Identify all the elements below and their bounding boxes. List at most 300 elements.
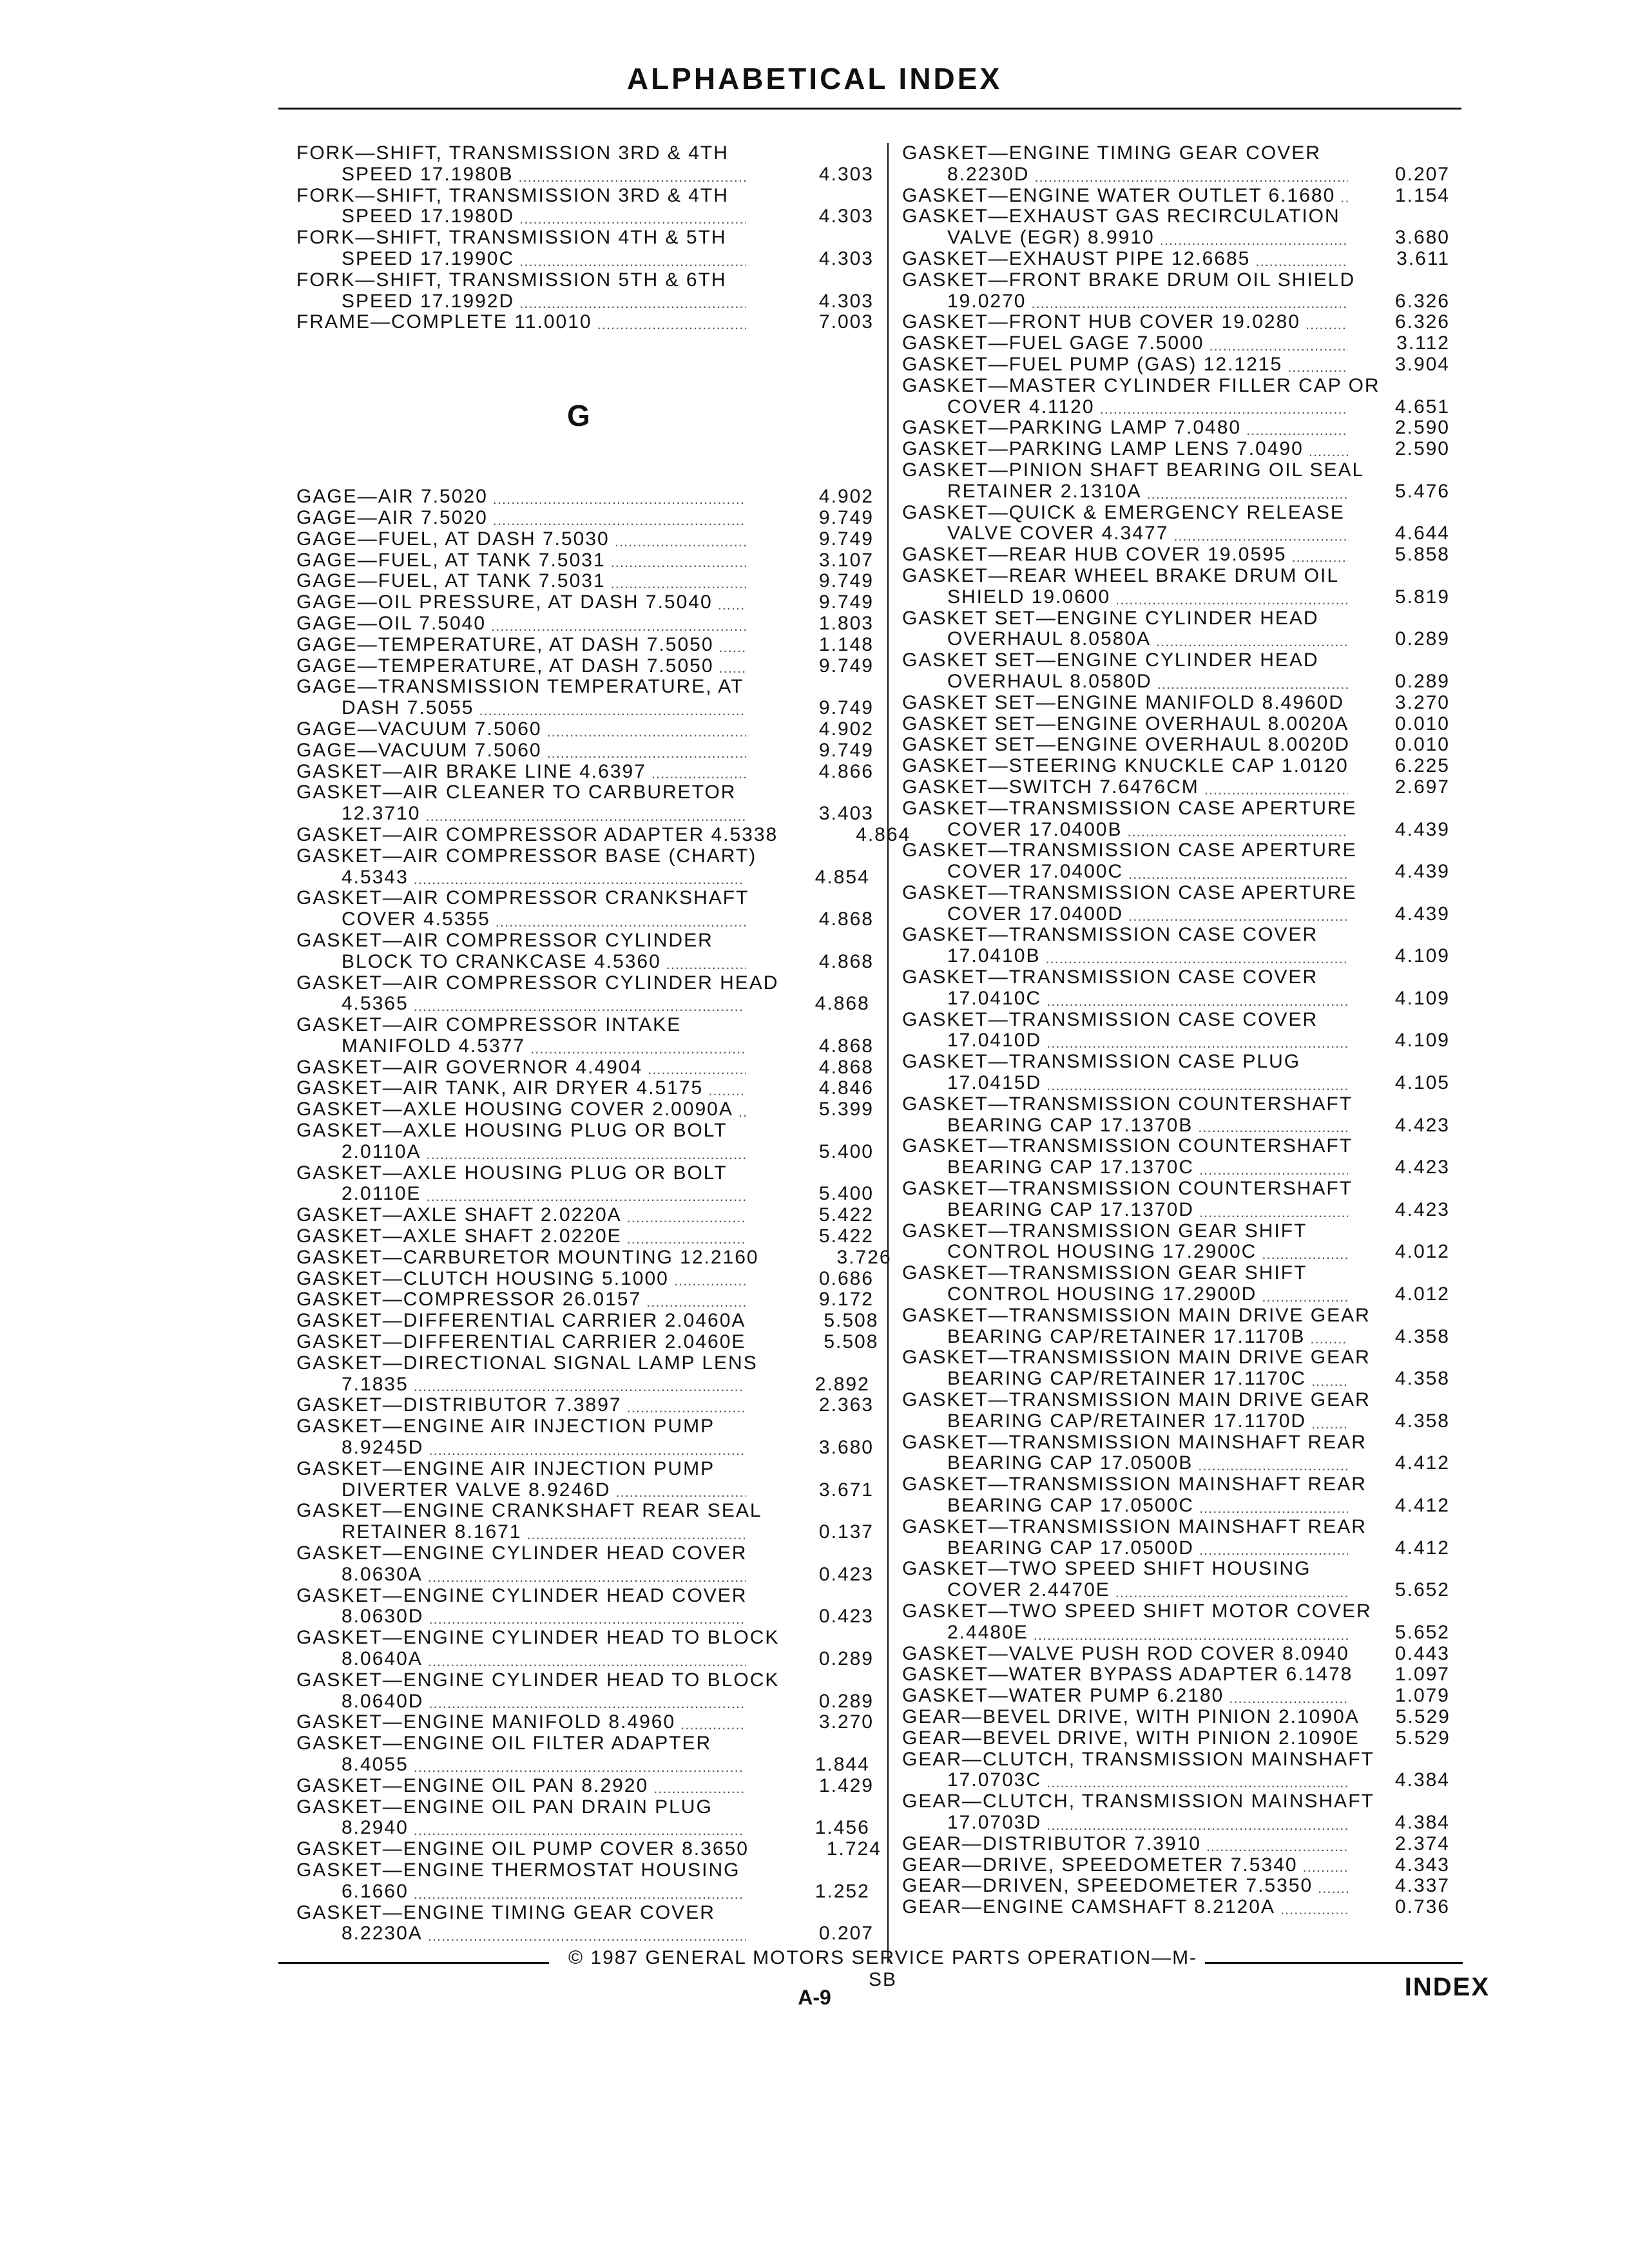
entry-continuation-line bbox=[296, 1142, 874, 1163]
entry-line bbox=[902, 354, 1450, 376]
entry-continuation-line bbox=[296, 994, 874, 1015]
dot-leader bbox=[648, 1061, 746, 1078]
entry-continuation-line bbox=[296, 952, 874, 973]
index-entry bbox=[902, 1263, 1450, 1305]
entry-text: GASKET—COMPRESSOR 26.0157 bbox=[296, 1289, 642, 1311]
entry-text: BEARING CAP 17.1370B bbox=[947, 1114, 1193, 1136]
entry-page-ref: 3.904 bbox=[1394, 353, 1450, 375]
entry-page-ref: 4.109 bbox=[1394, 987, 1450, 1009]
entry-page-ref: 2.590 bbox=[1394, 417, 1450, 439]
entry-line bbox=[296, 1733, 874, 1754]
entry-page-ref: 1.456 bbox=[815, 1817, 870, 1839]
entry-page-ref: 0.207 bbox=[818, 1923, 874, 1945]
entry-text: MANIFOLD 4.5377 bbox=[342, 1035, 526, 1057]
entry-continuation-line bbox=[296, 1606, 874, 1628]
index-entry bbox=[902, 1390, 1450, 1432]
entry-text: COVER 4.1120 bbox=[947, 396, 1095, 418]
entry-text: GASKET SET—ENGINE CYLINDER HEAD bbox=[902, 649, 1319, 671]
entry-text: GASKET—REAR WHEEL BRAKE DRUM OIL bbox=[902, 564, 1340, 586]
dot-leader bbox=[1262, 1246, 1348, 1263]
index-entry bbox=[902, 1052, 1450, 1094]
entry-text: GAGE—FUEL, AT DASH 7.5030 bbox=[296, 528, 610, 550]
entry-text: GAGE—TEMPERATURE, AT DASH 7.5050 bbox=[296, 655, 714, 677]
entry-page-ref: 0.423 bbox=[818, 1563, 874, 1585]
index-entry bbox=[902, 1644, 1450, 1665]
entry-line bbox=[902, 756, 1450, 777]
index-entry bbox=[296, 1246, 892, 1269]
entry-page-ref: 9.749 bbox=[818, 570, 874, 592]
entry-page-ref: 5.508 bbox=[824, 1310, 879, 1332]
index-list-left-bottom bbox=[296, 486, 911, 1945]
entry-text: GASKET—FRONT BRAKE DRUM OIL SHIELD bbox=[902, 269, 1356, 291]
index-entry bbox=[296, 1289, 874, 1311]
entry-text: GASKET—TRANSMISSION MAIN DRIVE GEAR bbox=[902, 1389, 1371, 1411]
entry-text: GASKET—SWITCH 7.6476CM bbox=[902, 776, 1199, 798]
entry-line bbox=[902, 206, 1450, 227]
entry-page-ref: 4.868 bbox=[818, 1056, 874, 1078]
index-entry bbox=[902, 650, 1450, 693]
dot-leader bbox=[493, 491, 746, 508]
entry-continuation-line bbox=[902, 1770, 1450, 1791]
title-rule bbox=[278, 108, 1461, 110]
entry-text: SHIELD 19.0600 bbox=[947, 586, 1111, 608]
entry-line bbox=[296, 227, 874, 249]
dot-leader bbox=[1128, 908, 1348, 925]
entry-continuation-line bbox=[902, 291, 1450, 312]
dot-leader bbox=[1128, 866, 1348, 883]
dot-leader bbox=[491, 618, 746, 635]
index-entry bbox=[296, 1416, 874, 1459]
entry-text: GAGE—VACUUM 7.5060 bbox=[296, 718, 542, 740]
index-entry bbox=[296, 635, 874, 656]
entry-page-ref: 4.902 bbox=[818, 486, 874, 508]
entry-line bbox=[296, 270, 874, 291]
entry-text: GASKET—AXLE HOUSING PLUG OR BOLT bbox=[296, 1120, 728, 1142]
index-entry bbox=[902, 270, 1450, 312]
index-entry bbox=[902, 925, 1450, 967]
index-entry bbox=[296, 1163, 874, 1206]
entry-page-ref: 9.749 bbox=[818, 739, 874, 761]
entry-page-ref: 2.590 bbox=[1394, 438, 1450, 460]
entry-line bbox=[902, 1136, 1450, 1157]
entry-page-ref: 5.422 bbox=[818, 1204, 874, 1226]
entry-page-ref: 4.423 bbox=[1394, 1157, 1450, 1178]
entry-continuation-line bbox=[902, 1580, 1450, 1601]
entry-text: DASH 7.5055 bbox=[342, 697, 474, 719]
section-letter-heading: G bbox=[567, 399, 590, 433]
dot-leader bbox=[1046, 1817, 1348, 1834]
dot-leader bbox=[414, 871, 742, 888]
entry-text: GASKET—ENGINE OIL FILTER ADAPTER bbox=[296, 1733, 712, 1754]
entry-page-ref: 4.412 bbox=[1394, 1452, 1450, 1474]
entry-text: 2.4480E bbox=[947, 1621, 1028, 1643]
index-entry bbox=[296, 1057, 874, 1079]
entry-page-ref: 3.611 bbox=[1396, 247, 1450, 269]
entry-text: GASKET—REAR HUB COVER 19.0595 bbox=[902, 544, 1287, 566]
entry-page-ref: 0.443 bbox=[1394, 1642, 1450, 1664]
entry-text: BLOCK TO CRANKCASE 4.5360 bbox=[342, 950, 661, 972]
entry-continuation-line bbox=[296, 1881, 874, 1903]
entry-text: GASKET—AIR COMPRESSOR CYLINDER HEAD bbox=[296, 972, 779, 994]
dot-leader bbox=[428, 1653, 746, 1670]
entry-text: GASKET—ENGINE TIMING GEAR COVER bbox=[296, 1901, 715, 1923]
dot-leader bbox=[530, 1041, 746, 1057]
entry-text: GASKET—PARKING LAMP 7.0480 bbox=[902, 417, 1242, 439]
dot-leader bbox=[1156, 633, 1348, 650]
entry-text: GASKET—WATER PUMP 6.2180 bbox=[902, 1685, 1224, 1707]
entry-line bbox=[296, 1860, 874, 1881]
index-entry bbox=[296, 823, 911, 846]
entry-continuation-line bbox=[296, 1818, 874, 1839]
entry-text: GASKET—ENGINE CRANKSHAFT REAR SEAL bbox=[296, 1500, 762, 1522]
index-entry bbox=[902, 1876, 1450, 1897]
entry-text: GASKET—AIR BRAKE LINE 4.6397 bbox=[296, 760, 646, 782]
entry-continuation-line bbox=[902, 861, 1450, 883]
entry-line bbox=[296, 1586, 874, 1607]
entry-text: 19.0270 bbox=[947, 290, 1027, 312]
entry-page-ref: 4.012 bbox=[1394, 1241, 1450, 1263]
entry-line bbox=[296, 1310, 879, 1332]
entry-text: GASKET—ENGINE THERMOSTAT HOUSING bbox=[296, 1859, 740, 1881]
index-entry bbox=[296, 270, 874, 312]
entry-text: 17.0703D bbox=[947, 1811, 1042, 1833]
entry-page-ref: 9.749 bbox=[818, 528, 874, 550]
entry-text: GASKET—ENGINE OIL PAN DRAIN PLUG bbox=[296, 1796, 713, 1818]
entry-page-ref: 6.326 bbox=[1394, 290, 1450, 312]
index-entry bbox=[296, 227, 874, 270]
index-entry bbox=[902, 439, 1450, 460]
entry-line bbox=[902, 1305, 1450, 1327]
entry-text: GASKET—FUEL PUMP (GAS) 12.1215 bbox=[902, 353, 1283, 375]
entry-text: 8.0640D bbox=[342, 1690, 424, 1712]
entry-text: GASKET—FRONT HUB COVER 19.0280 bbox=[902, 311, 1300, 333]
entry-continuation-line bbox=[296, 1437, 874, 1459]
entry-page-ref: 9.749 bbox=[818, 506, 874, 528]
entry-page-ref: 2.363 bbox=[818, 1394, 874, 1416]
index-entry bbox=[902, 1517, 1450, 1559]
entry-text: SPEED 17.1980D bbox=[342, 206, 515, 227]
index-entry bbox=[902, 798, 1450, 841]
entry-page-ref: 0.686 bbox=[818, 1267, 874, 1289]
index-entry bbox=[296, 973, 874, 1015]
entry-text: GASKET—ENGINE OIL PAN 8.2920 bbox=[296, 1774, 649, 1796]
index-entry bbox=[296, 846, 874, 889]
entry-page-ref: 1.429 bbox=[818, 1774, 874, 1796]
entry-text: FORK—SHIFT, TRANSMISSION 5TH & 6TH bbox=[296, 269, 727, 291]
entry-continuation-line bbox=[296, 1691, 874, 1713]
dot-leader bbox=[1206, 1838, 1348, 1855]
dot-leader bbox=[611, 554, 746, 571]
index-entry bbox=[296, 762, 874, 783]
entry-page-ref: 0.289 bbox=[1394, 670, 1450, 692]
footer-rule-left bbox=[278, 1962, 549, 1964]
entry-continuation-line bbox=[296, 1184, 874, 1205]
entry-page-ref: 0.010 bbox=[1394, 734, 1450, 756]
entry-page-ref: 1.154 bbox=[1394, 184, 1450, 206]
index-entry bbox=[902, 333, 1450, 354]
entry-line bbox=[296, 1078, 874, 1099]
entry-text: BEARING CAP/RETAINER 17.1170C bbox=[947, 1368, 1307, 1390]
index-entry bbox=[296, 930, 874, 973]
entry-text: GASKET—TRANSMISSION CASE PLUG bbox=[902, 1051, 1301, 1073]
entry-text: GASKET—CLUTCH HOUSING 5.1000 bbox=[296, 1267, 669, 1289]
entry-text: GASKET—DISTRIBUTOR 7.3897 bbox=[296, 1394, 622, 1416]
entry-line bbox=[296, 1163, 874, 1184]
entry-line bbox=[902, 439, 1450, 460]
entry-text: GASKET—ENGINE TIMING GEAR COVER bbox=[902, 142, 1321, 164]
index-entry bbox=[296, 143, 874, 186]
entry-text: FORK—SHIFT, TRANSMISSION 3RD & 4TH bbox=[296, 184, 729, 206]
entry-line bbox=[902, 1178, 1450, 1200]
index-entry bbox=[902, 1664, 1450, 1686]
index-entry bbox=[296, 677, 874, 719]
entry-text: 17.0415D bbox=[947, 1072, 1042, 1094]
index-entry bbox=[296, 1078, 874, 1099]
dot-leader bbox=[1311, 1373, 1348, 1390]
entry-line bbox=[296, 1099, 874, 1120]
dot-leader bbox=[1199, 1542, 1348, 1559]
entry-text: GEAR—CLUTCH, TRANSMISSION MAINSHAFT bbox=[902, 1748, 1374, 1770]
entry-continuation-line bbox=[902, 671, 1450, 693]
index-entry bbox=[296, 1310, 879, 1332]
entry-text: COVER 4.5355 bbox=[342, 908, 490, 930]
entry-page-ref: 4.868 bbox=[818, 908, 874, 930]
dot-leader bbox=[1303, 1859, 1348, 1876]
index-entry bbox=[902, 206, 1450, 249]
left-column bbox=[296, 142, 911, 1945]
entry-page-ref: 3.680 bbox=[1394, 227, 1450, 249]
entry-line bbox=[296, 1269, 874, 1290]
entry-line bbox=[296, 823, 911, 846]
entry-text: GASKET—TRANSMISSION MAINSHAFT REAR bbox=[902, 1474, 1367, 1495]
index-entry bbox=[902, 460, 1450, 503]
entry-text: GASKET—DIFFERENTIAL CARRIER 2.0460E bbox=[296, 1331, 746, 1353]
entry-page-ref: 4.358 bbox=[1394, 1368, 1450, 1390]
index-entry bbox=[902, 693, 1450, 714]
entry-line bbox=[902, 1686, 1450, 1707]
entry-text: GASKET—TRANSMISSION CASE APERTURE bbox=[902, 797, 1357, 819]
entry-page-ref: 1.803 bbox=[818, 612, 874, 634]
entry-line bbox=[902, 460, 1450, 481]
dot-leader bbox=[611, 575, 746, 592]
entry-line bbox=[902, 1791, 1450, 1812]
entry-line bbox=[902, 1052, 1450, 1073]
entry-page-ref: 4.105 bbox=[1394, 1072, 1450, 1094]
dot-leader bbox=[1046, 1035, 1348, 1052]
index-entry bbox=[902, 1094, 1450, 1137]
entry-text: GEAR—BEVEL DRIVE, WITH PINION 2.1090A bbox=[902, 1706, 1360, 1727]
entry-text: GASKET—ENGINE CYLINDER HEAD TO BLOCK bbox=[296, 1627, 780, 1649]
entry-line bbox=[296, 930, 874, 952]
entry-page-ref: 4.358 bbox=[1394, 1410, 1450, 1432]
index-entry bbox=[296, 1733, 874, 1776]
entry-text: 6.1660 bbox=[342, 1880, 409, 1902]
dot-leader bbox=[519, 253, 746, 270]
entry-text: GAGE—AIR 7.5020 bbox=[296, 506, 488, 528]
entry-page-ref: 4.854 bbox=[815, 866, 870, 888]
index-entry bbox=[902, 566, 1450, 608]
entry-continuation-line bbox=[902, 227, 1450, 249]
entry-page-ref: 0.423 bbox=[818, 1606, 874, 1628]
dot-leader bbox=[519, 211, 746, 227]
entry-continuation-line bbox=[902, 1812, 1450, 1834]
index-entry bbox=[296, 1860, 874, 1903]
entry-text: GASKET—TRANSMISSION MAIN DRIVE GEAR bbox=[902, 1304, 1371, 1326]
entry-line bbox=[902, 186, 1450, 207]
entry-text: 8.2230A bbox=[342, 1923, 423, 1945]
entry-text: 2.0110E bbox=[342, 1183, 421, 1205]
entry-continuation-line bbox=[296, 867, 874, 889]
index-entry bbox=[902, 777, 1450, 798]
dot-leader bbox=[1246, 422, 1348, 439]
entry-line bbox=[902, 143, 1450, 164]
entry-line bbox=[902, 883, 1450, 904]
entry-text: GASKET—TRANSMISSION CASE APERTURE bbox=[902, 840, 1357, 861]
index-entry bbox=[296, 1838, 882, 1860]
entry-line bbox=[902, 566, 1450, 587]
dot-leader bbox=[1204, 782, 1348, 798]
entry-line bbox=[902, 1728, 1450, 1749]
entry-page-ref: 3.112 bbox=[1396, 332, 1450, 354]
entry-continuation-line bbox=[902, 1538, 1450, 1559]
entry-page-ref: 0.736 bbox=[1394, 1896, 1450, 1918]
entry-page-ref: 0.289 bbox=[1394, 628, 1450, 650]
index-entry bbox=[902, 312, 1450, 333]
index-entry bbox=[902, 1559, 1450, 1601]
index-entry bbox=[902, 544, 1450, 566]
entry-text: COVER 2.4470E bbox=[947, 1579, 1110, 1601]
dot-leader bbox=[1045, 950, 1348, 967]
entry-line bbox=[902, 503, 1450, 524]
index-entry bbox=[902, 1686, 1450, 1707]
entry-text: GASKET—VALVE PUSH ROD COVER 8.0940 bbox=[902, 1642, 1349, 1664]
entry-line bbox=[296, 550, 874, 572]
entry-page-ref: 4.412 bbox=[1394, 1537, 1450, 1559]
index-entry bbox=[902, 1010, 1450, 1052]
entry-page-ref: 4.343 bbox=[1394, 1854, 1450, 1876]
entry-text: GASKET—AXLE HOUSING PLUG OR BOLT bbox=[296, 1162, 728, 1184]
entry-page-ref: 4.303 bbox=[818, 163, 874, 185]
entry-text: GASKET—DIFFERENTIAL CARRIER 2.0460A bbox=[296, 1310, 746, 1332]
entry-line bbox=[902, 1347, 1450, 1369]
entry-continuation-line bbox=[902, 1453, 1450, 1474]
dot-leader bbox=[427, 1188, 746, 1205]
dot-leader bbox=[425, 808, 746, 825]
entry-page-ref: 3.270 bbox=[1394, 691, 1450, 713]
entry-page-ref: 4.868 bbox=[818, 950, 874, 972]
index-entry bbox=[902, 1347, 1450, 1390]
right-column bbox=[902, 143, 1450, 1918]
entry-text: OVERHAUL 8.0580D bbox=[947, 670, 1152, 692]
entry-line bbox=[902, 1263, 1450, 1284]
dot-leader bbox=[1034, 1627, 1348, 1644]
entry-line bbox=[296, 529, 874, 550]
entry-continuation-line bbox=[296, 1036, 874, 1057]
entry-page-ref: 4.902 bbox=[818, 718, 874, 740]
entry-page-ref: 4.866 bbox=[818, 760, 874, 782]
dot-leader bbox=[1292, 549, 1348, 566]
entry-text: 8.0640A bbox=[342, 1648, 423, 1669]
entry-text: GEAR—BEVEL DRIVE, WITH PINION 2.1090E bbox=[902, 1727, 1360, 1749]
dot-leader bbox=[519, 295, 746, 312]
index-entry bbox=[902, 1221, 1450, 1264]
entry-continuation-line bbox=[902, 1327, 1450, 1348]
index-entry bbox=[296, 1670, 874, 1713]
entry-text: BEARING CAP/RETAINER 17.1170B bbox=[947, 1325, 1306, 1347]
index-entry bbox=[296, 1269, 874, 1290]
index-entry bbox=[902, 735, 1450, 756]
section-gap bbox=[296, 333, 874, 396]
entry-page-ref: 3.107 bbox=[818, 549, 874, 571]
index-entry bbox=[296, 1205, 874, 1226]
entry-text: GASKET—TRANSMISSION GEAR SHIFT bbox=[902, 1220, 1307, 1242]
entry-text: GASKET—AIR COMPRESSOR ADAPTER 4.5338 bbox=[296, 823, 778, 845]
entry-continuation-line bbox=[296, 1923, 874, 1945]
dot-leader bbox=[1031, 295, 1348, 312]
entry-text: FORK—SHIFT, TRANSMISSION 4TH & 5TH bbox=[296, 227, 727, 249]
dot-leader bbox=[719, 660, 746, 677]
entry-text: GEAR—DRIVEN, SPEEDOMETER 7.5350 bbox=[902, 1875, 1313, 1897]
entry-line bbox=[296, 571, 874, 592]
dot-leader bbox=[428, 1569, 746, 1586]
dot-leader bbox=[414, 1378, 742, 1395]
index-entry bbox=[296, 719, 874, 740]
footer-copyright: © 1987 GENERAL MOTORS SERVICE PARTS OPERATION—M-SB bbox=[568, 1947, 1198, 1990]
entry-page-ref: 5.476 bbox=[1394, 480, 1450, 502]
entry-text: GAGE—TEMPERATURE, AT DASH 7.5050 bbox=[296, 633, 714, 655]
entry-line bbox=[296, 677, 874, 698]
entry-continuation-line bbox=[296, 803, 874, 825]
entry-continuation-line bbox=[902, 523, 1450, 544]
entry-page-ref: 5.508 bbox=[824, 1331, 879, 1353]
entry-text: GASKET SET—ENGINE CYLINDER HEAD bbox=[902, 607, 1319, 629]
entry-text: GASKET—TRANSMISSION CASE APERTURE bbox=[902, 881, 1357, 903]
entry-page-ref: 5.422 bbox=[818, 1225, 874, 1247]
entry-text: GASKET—CARBURETOR MOUNTING 12.2160 bbox=[296, 1246, 759, 1268]
dot-leader bbox=[414, 1759, 742, 1776]
entry-line bbox=[296, 1353, 874, 1374]
entry-line bbox=[902, 1855, 1450, 1876]
entry-continuation-line bbox=[902, 481, 1450, 503]
dot-leader bbox=[1199, 1204, 1348, 1221]
entry-line bbox=[296, 656, 874, 677]
entry-page-ref: 4.439 bbox=[1394, 818, 1450, 840]
entry-text: GAGE—FUEL, AT TANK 7.5031 bbox=[296, 549, 606, 571]
entry-text: GAGE—OIL PRESSURE, AT DASH 7.5040 bbox=[296, 591, 713, 613]
entry-continuation-line bbox=[902, 1369, 1450, 1390]
index-entry bbox=[296, 571, 874, 592]
entry-text: COVER 17.0400D bbox=[947, 903, 1124, 925]
entry-text: GASKET—TRANSMISSION COUNTERSHAFT bbox=[902, 1093, 1353, 1115]
entry-continuation-line bbox=[902, 1284, 1450, 1305]
dot-leader bbox=[414, 1886, 742, 1903]
entry-text: FRAME—COMPLETE 11.0010 bbox=[296, 311, 592, 333]
entry-line bbox=[296, 1246, 892, 1269]
entry-line bbox=[902, 777, 1450, 798]
entry-line bbox=[296, 1501, 874, 1522]
index-entry bbox=[902, 376, 1450, 418]
entry-text: GASKET—AIR COMPRESSOR INTAKE bbox=[296, 1014, 682, 1036]
index-entry bbox=[902, 1601, 1450, 1644]
dot-leader bbox=[1157, 676, 1348, 693]
entry-text: GASKET—TRANSMISSION COUNTERSHAFT bbox=[902, 1135, 1353, 1157]
entry-line bbox=[296, 740, 874, 762]
entry-text: GASKET—DIRECTIONAL SIGNAL LAMP LENS bbox=[296, 1352, 758, 1374]
entry-text: 8.0630D bbox=[342, 1606, 424, 1628]
index-entry bbox=[296, 1776, 874, 1797]
dot-leader bbox=[527, 1526, 746, 1543]
entry-page-ref: 4.303 bbox=[818, 290, 874, 312]
